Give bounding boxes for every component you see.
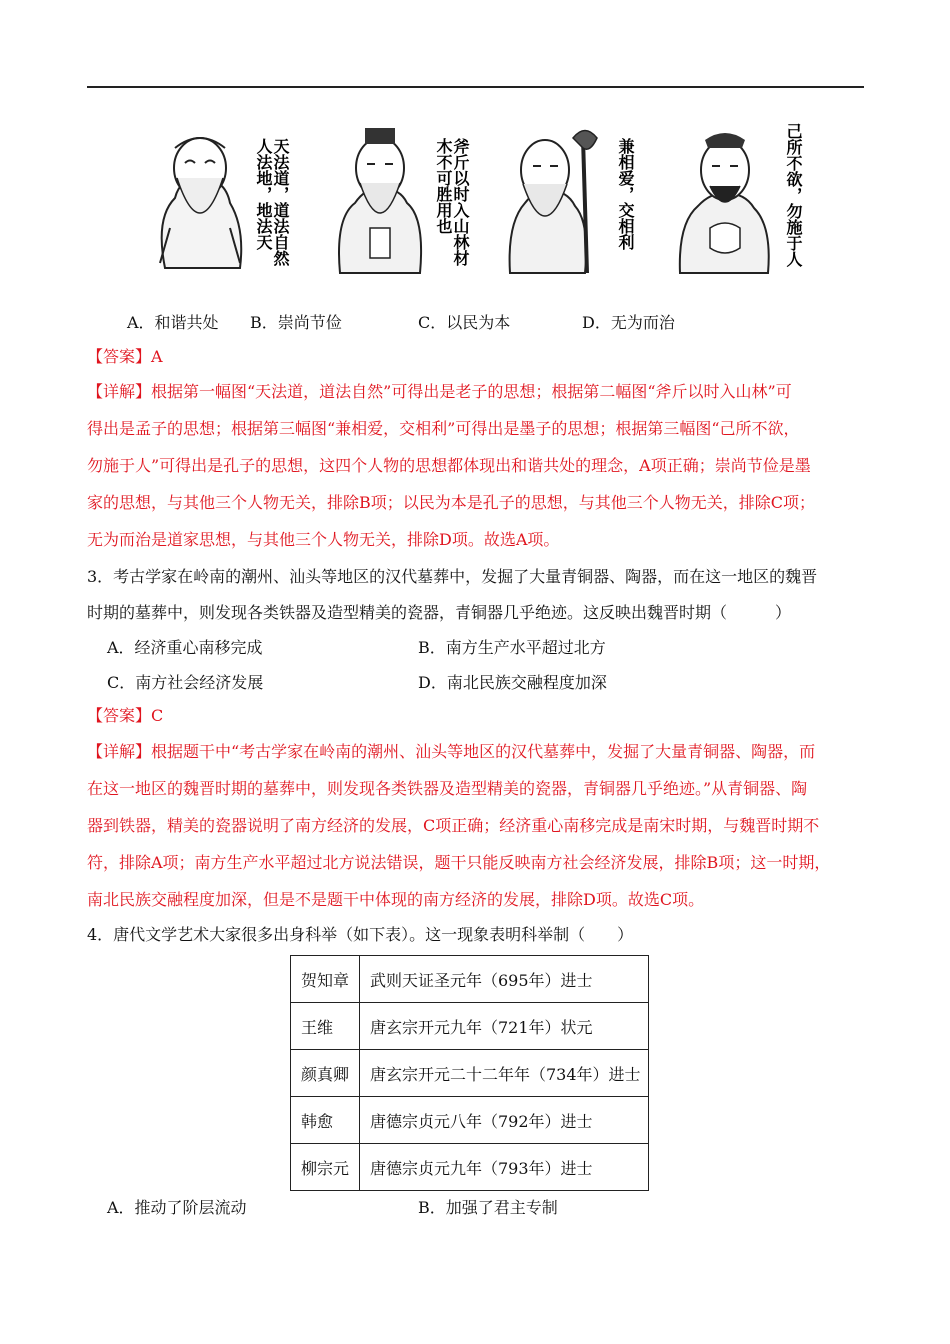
table-row	[291, 1050, 649, 1097]
q3-explain-line: 器到铁器，精美的瓷器说明了南方经济的发展，C项正确；经济重心南移完成是南宋时期，与魏晋时期不	[87, 816, 820, 835]
q2-option-c[interactable]: C．以民为本	[418, 313, 511, 332]
sage-quote: 天法道，道法自然人法地，地法天	[254, 138, 290, 266]
table-cell-name: 贺知章	[291, 956, 360, 1003]
table-row	[291, 1003, 649, 1050]
q2-option-a[interactable]: A．和谐共处	[127, 313, 219, 332]
q3-explain-line: 【详解】根据题干中“考古学家在岭南的潮州、汕头等地区的汉代墓葬中，发掘了大量青铜器、陶器，而	[87, 742, 816, 761]
sage-drawing	[670, 118, 780, 278]
table-cell-name: 柳宗元	[291, 1144, 360, 1191]
sage-drawing	[495, 118, 605, 278]
table-cell-name: 颜真卿	[291, 1050, 360, 1097]
table-cell-desc: 武则天证圣元年（695年）进士	[360, 956, 649, 1003]
q3-explain-line: 符，排除A项；南方生产水平超过北方说法错误，题干只能反映南方社会经济发展，排除B项；这一时期，	[87, 853, 831, 872]
header-rule	[87, 86, 864, 88]
q4-stem: 4．唐代文学艺术大家很多出身科举（如下表）。这一现象表明科举制（ ）	[87, 925, 634, 944]
q3-option-c[interactable]: C．南方社会经济发展	[107, 673, 264, 692]
q2-explain-line: 得出是孟子的思想；根据第三幅图“兼相爱，交相利”可得出是墨子的思想；根据第三幅图“己所不欲，	[87, 419, 800, 438]
q3-stem-line: 3．考古学家在岭南的潮州、汕头等地区的汉代墓葬中，发掘了大量青铜器、陶器，而在这一地区的魏晋	[87, 567, 818, 586]
sage-drawing	[325, 118, 435, 278]
sage-figure-mozi	[495, 118, 655, 288]
sage-quote: 斧斤以时入山林材木不可胜用也	[434, 138, 470, 266]
table-row	[291, 956, 649, 1003]
q4-option-b[interactable]: B．加强了君主专制	[418, 1198, 558, 1217]
q2-answer: 【答案】A	[87, 347, 163, 366]
sage-figure-laozi	[145, 118, 295, 288]
table-cell-name: 王维	[291, 1003, 360, 1050]
table-cell-desc: 唐玄宗开元九年（721年）状元	[360, 1003, 649, 1050]
sage-quote: 己所不欲，勿施于人	[784, 123, 803, 267]
q3-option-b[interactable]: B．南方生产水平超过北方	[418, 638, 606, 657]
q2-explain-line: 【详解】根据第一幅图“天法道，道法自然”可得出是老子的思想；根据第二幅图“斧斤以时入山林”可	[87, 382, 792, 401]
q3-answer: 【答案】C	[87, 706, 164, 725]
q2-explain-line: 家的思想，与其他三个人物无关，排除B项；以民为本是孔子的思想，与其他三个人物无关，排除C项；	[87, 493, 816, 512]
q2-explain-line: 无为而治是道家思想，与其他三个人物无关，排除D项。故选A项。	[87, 530, 560, 549]
q2-option-b[interactable]: B．崇尚节俭	[250, 313, 342, 332]
sage-figure-mencius	[325, 118, 475, 288]
table-row	[291, 1144, 649, 1191]
q3-option-d[interactable]: D．南北民族交融程度加深	[418, 673, 607, 692]
sage-figure-confucius	[670, 118, 830, 288]
q3-explain-line: 南北民族交融程度加深，但是不是题干中体现的南方经济的发展，排除D项。故选C项。	[87, 890, 705, 909]
table-cell-desc: 唐玄宗开元二十二年年（734年）进士	[360, 1050, 649, 1097]
q2-explain-line: 勿施于人”可得出是孔子的思想，这四个人物的思想都体现出和谐共处的理念，A项正确；崇尚节俭是墨	[87, 456, 811, 475]
q2-option-d[interactable]: D．无为而治	[582, 313, 675, 332]
sage-drawing	[145, 118, 255, 278]
table-cell-desc: 唐德宗贞元八年（792年）进士	[360, 1097, 649, 1144]
q3-option-a[interactable]: A．经济重心南移完成	[107, 638, 263, 657]
keju-table	[290, 955, 649, 1191]
q3-stem-line: 时期的墓葬中，则发现各类铁器及造型精美的瓷器，青铜器几乎绝迹。这反映出魏晋时期（ ）	[87, 603, 792, 622]
q4-option-a[interactable]: A．推动了阶层流动	[107, 1198, 247, 1217]
table-cell-name: 韩愈	[291, 1097, 360, 1144]
sages-illustration	[130, 118, 830, 288]
q3-explain-line: 在这一地区的魏晋时期的墓葬中，则发现各类铁器及造型精美的瓷器，青铜器几乎绝迹。”从青铜器、陶	[87, 779, 808, 798]
table-cell-desc: 唐德宗贞元九年（793年）进士	[360, 1144, 649, 1191]
sage-quote: 兼相爱，交相利	[616, 138, 635, 250]
table-row	[291, 1097, 649, 1144]
